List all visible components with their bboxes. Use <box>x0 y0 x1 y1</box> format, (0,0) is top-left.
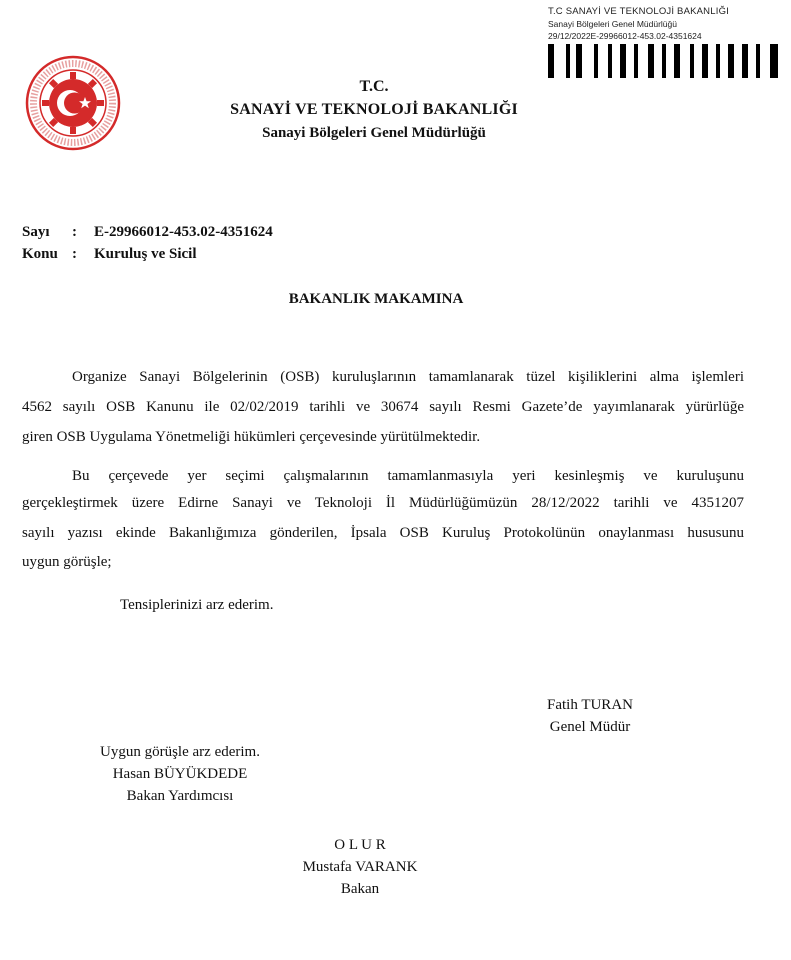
paragraph2-line: uygun görüşle; <box>22 554 112 570</box>
sayi-value: E-29966012-453.02-4351624 <box>94 224 273 240</box>
approval-word: O L U R <box>334 837 386 853</box>
closing-line: Tensiplerinizi arz ederim. <box>120 597 274 613</box>
document-stamp <box>548 6 729 42</box>
signatory-title: Bakan <box>340 881 380 897</box>
letterhead-ministry: SANAYİ VE TEKNOLOJİ BAKANLIĞI <box>230 101 518 118</box>
sayi-label: Sayı <box>22 224 50 240</box>
colon: : <box>72 246 77 262</box>
paragraph2-line: gerçekleştirmek üzere Edirne Sanayi ve Teknoloji İl Müdürlüğümüzün 28/12/2022 tarihli ve 4351207 <box>22 495 744 511</box>
paragraph2-line: Bu çerçevede yer seçimi çalışmalarının tamamlanmasıyla yeri kesinleşmiş ve kuruluşunu <box>72 468 744 484</box>
letterhead-tc: T.C. <box>359 78 389 95</box>
approval-block <box>280 834 440 900</box>
stamp-date-ref: 29/12/2022E-29966012-453.02-4351624 <box>548 31 702 41</box>
signatory-title: Genel Müdür <box>549 719 631 735</box>
konu-value: Kuruluş ve Sicil <box>94 246 197 262</box>
letterhead-directorate: Sanayi Bölgeleri Genel Müdürlüğü <box>262 125 486 141</box>
barcode-icon <box>548 44 780 78</box>
paragraph1-line: 4562 sayılı OSB Kanunu ile 02/02/2019 tarihli ve 30674 sayılı Resmi Gazete’de yayımlanarak yürürlüğe <box>22 399 744 415</box>
deputy-note: Uygun görüşle arz ederim. <box>100 744 260 760</box>
paragraph1-line: giren OSB Uygulama Yönetmeliği hükümleri çerçevesinde yürütülmektedir. <box>22 429 481 445</box>
signatory-name: Hasan BÜYÜKDEDE <box>112 766 248 782</box>
stamp-ministry: T.C SANAYİ VE TEKNOLOJİ BAKANLIĞI <box>548 6 729 17</box>
colon: : <box>72 224 77 240</box>
signatory-title: Bakan Yardımcısı <box>126 788 234 804</box>
reference-number-row <box>22 224 273 241</box>
konu-label: Konu <box>22 246 58 262</box>
signatory-deputy-minister <box>60 741 300 807</box>
signatory-general-director <box>520 694 660 738</box>
stamp-directorate: Sanayi Bölgeleri Genel Müdürlüğü <box>548 19 677 29</box>
paragraph2-line: sayılı yazısı ekinde Bakanlığımıza gönderilen, İpsala OSB Kuruluş Protokolünün onaylanması hususunu <box>22 525 744 541</box>
paragraph1-line: Organize Sanayi Bölgelerinin (OSB) kuruluşlarının tamamlanarak tüzel kişiliklerini alma işlemleri <box>72 369 744 385</box>
subject-row <box>22 246 197 263</box>
addressee: BAKANLIK MAKAMINA <box>288 291 464 307</box>
signatory-name: Mustafa VARANK <box>302 859 418 875</box>
signatory-name: Fatih TURAN <box>547 697 633 713</box>
